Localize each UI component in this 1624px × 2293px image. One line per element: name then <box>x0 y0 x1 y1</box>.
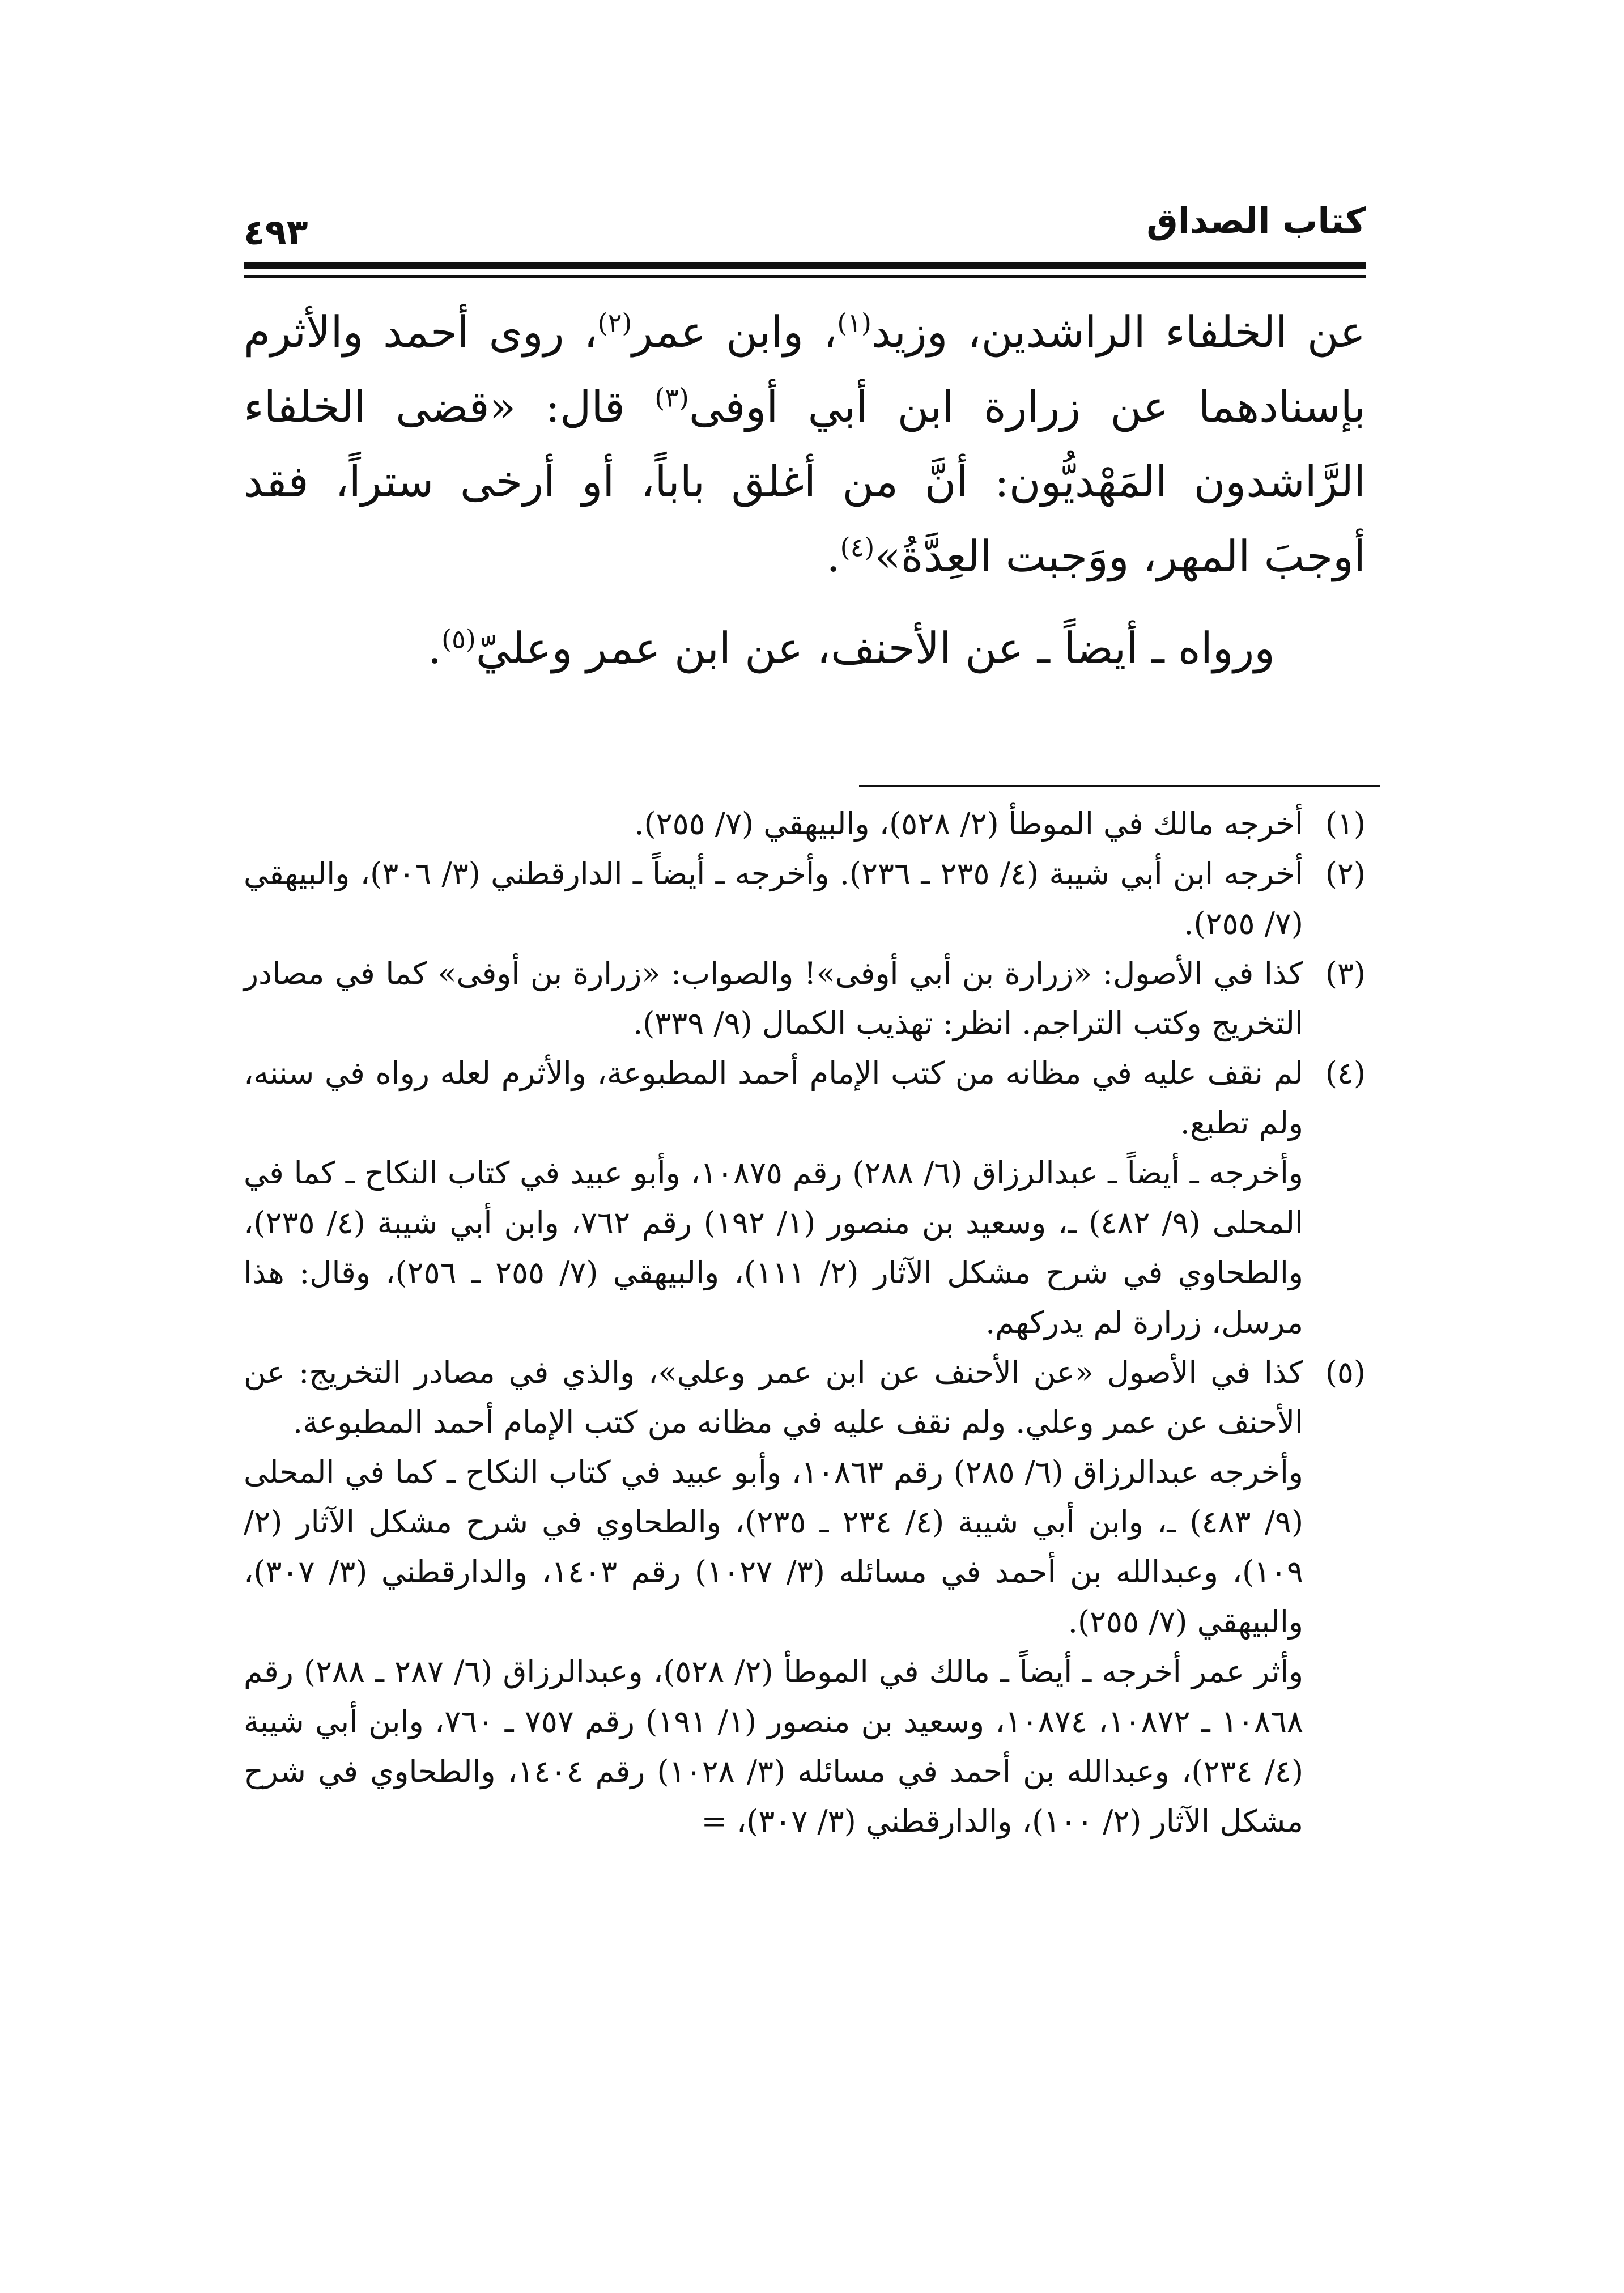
footnote-ref-4[interactable]: (٤) <box>840 532 875 563</box>
header-rule-thin <box>244 275 1366 278</box>
footnotes <box>244 799 1366 1846</box>
text-run: ، وابن عمر <box>632 307 837 357</box>
text-run: . <box>826 531 840 581</box>
main-paragraph-1 <box>244 295 1366 594</box>
footnote-text: أخرجه ابن أبي شيبة (٤/ ٢٣٥ ـ ٢٣٦). وأخرجه ـ أيضاً ـ الدارقطني (٣/ ٣٠٦)، والبيهقي (٧/ ٢٥٥). <box>244 856 1303 941</box>
text-run: ، روى أحمد والأثرم بإسنادهما عن زرارة ابن أبي أوفى <box>244 307 1366 432</box>
footnote-ref-1[interactable]: (١) <box>837 307 871 338</box>
footnote-text: وأخرجه عبدالرزاق (٦/ ٢٨٥) رقم ١٠٨٦٣، وأبو عبيد في كتاب النكاح ـ كما في المحلى (٩/ ٤٨٣) ـ، وابن أبي شيبة (٤/ ٢٣٤ ـ ٢٣٥)، والطحاوي في شرح مشكل الآثار (٢/ ١٠٩)، وعبدالله بن أحمد في مسائله (٣/ ١٠٢٧) رقم ١٤٠٣، والدارقطني (٣/ ٣٠٧)، والبيهقي (٧/ ٢٥٥). <box>244 1454 1304 1640</box>
footnote-1 <box>244 799 1366 849</box>
footnote-number: (٥) <box>1325 1354 1366 1390</box>
footnote-4 <box>244 1048 1366 1348</box>
footnote-5 <box>244 1348 1366 1846</box>
footnote-number: (١) <box>1325 806 1366 842</box>
running-title: كتاب الصداق <box>1146 200 1366 241</box>
header-rule-thick <box>244 262 1366 269</box>
footnote-number: (٢) <box>1325 856 1366 891</box>
footnote-2 <box>244 849 1366 949</box>
footnote-ref-5[interactable]: (٥) <box>441 623 476 655</box>
footnote-text: وأخرجه ـ أيضاً ـ عبدالرزاق (٦/ ٢٨٨) رقم ١٠٨٧٥، وأبو عبيد في كتاب النكاح ـ كما في المحلى (٩/ ٤٨٢) ـ، وسعيد بن منصور (١/ ١٩٢) رقم ٧٦٢، وابن أبي شيبة (٤/ ٢٣٥)، والطحاوي في شرح مشكل الآثار (٢/ ١١١)، والبيهقي (٧/ ٢٥٥ ـ ٢٥٦)، وقال: هذا مرسل، زرارة لم يدركهم. <box>244 1155 1304 1340</box>
text-run: ورواه ـ أيضاً ـ عن الأحنف، عن ابن عمر وعليّ <box>475 623 1275 673</box>
footnote-text: لم نقف عليه في مظانه من كتب الإمام أحمد المطبوعة، والأثرم لعله رواه في سننه، ولم تطبع. <box>244 1055 1303 1141</box>
text-run: . <box>428 623 442 673</box>
page-number: ٤٩٣ <box>244 211 308 253</box>
text-run: عن الخلفاء الراشدين، وزيد <box>871 307 1366 357</box>
footnote-separator <box>859 785 1380 787</box>
footnote-text: وأثر عمر أخرجه ـ أيضاً ـ مالك في الموطأ (٢/ ٥٢٨)، وعبدالرزاق (٦/ ٢٨٧ ـ ٢٨٨) رقم ١٠٨٦٨ ـ ١٠٨٧٢، ١٠٨٧٤، وسعيد بن منصور (١/ ١٩١) رقم ٧٥٧ ـ ٧٦٠، وابن أبي شيبة (٤/ ٢٣٤)، وعبدالله بن أحمد في مسائله (٣/ ١٠٢٨) رقم ١٤٠٤، والطحاوي في شرح مشكل الآثار (٢/ ١٠٠)، والدارقطني (٣/ ٣٠٧)، = <box>244 1654 1304 1839</box>
footnote-3 <box>244 949 1366 1048</box>
main-paragraph-2 <box>244 611 1366 686</box>
main-text <box>244 295 1366 686</box>
page-header <box>244 187 1366 255</box>
footnote-text: كذا في الأصول: «زرارة بن أبي أوفى»! والصواب: «زرارة بن أوفى» كما في مصادر التخريج وكتب التراجم. انظر: تهذيب الكمال (٩/ ٣٣٩). <box>244 956 1303 1041</box>
footnote-ref-2[interactable]: (٢) <box>597 307 632 338</box>
footnote-number: (٤) <box>1325 1055 1366 1091</box>
text-run: قال: «قضى الخلفاء الرَّاشدون المَهْديُّون: أنَّ من أغلق باباً، أو أرخى ستراً، فقد أوجبَ المهر، ووَجبت العِدَّةُ» <box>244 381 1366 581</box>
footnote-text: كذا في الأصول «عن الأحنف عن ابن عمر وعلي»، والذي في مصادر التخريج: عن الأحنف عن عمر وعلي. ولم نقف عليه في مظانه من كتب الإمام أحمد المطبوعة. <box>244 1354 1303 1440</box>
footnote-text: أخرجه مالك في الموطأ (٢/ ٥٢٨)، والبيهقي (٧/ ٢٥٥). <box>634 806 1303 842</box>
footnote-number: (٣) <box>1325 956 1366 991</box>
footnote-ref-3[interactable]: (٣) <box>654 382 689 413</box>
